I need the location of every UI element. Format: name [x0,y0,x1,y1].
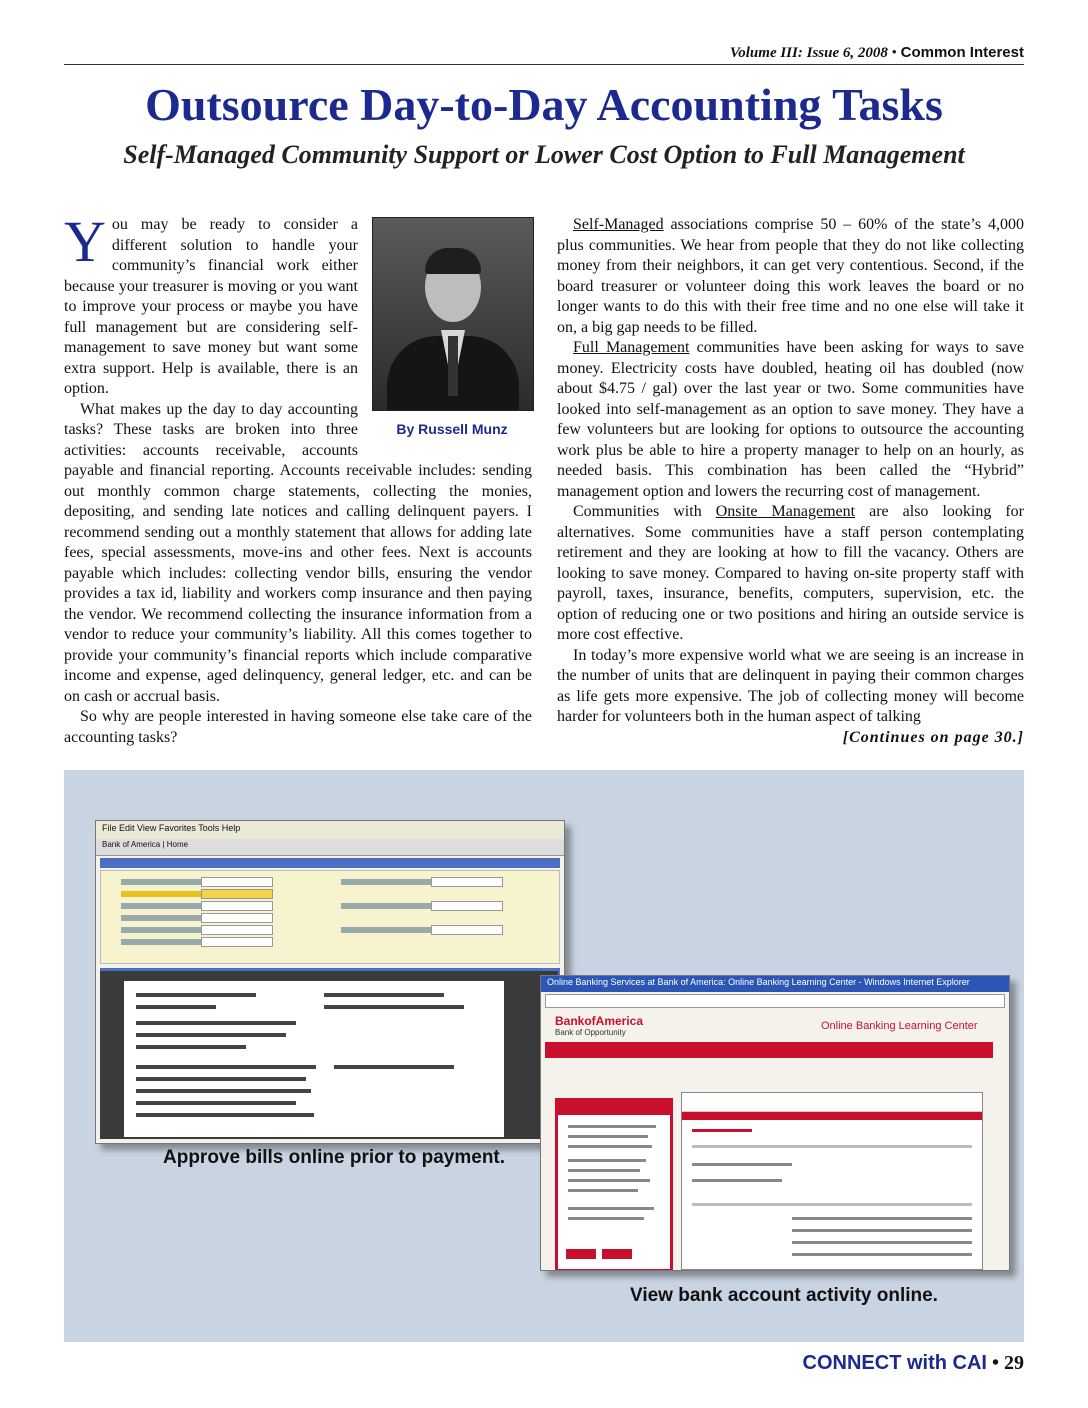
page-number: 29 [1004,1352,1024,1374]
caption-view-activity: View bank account activity online. [630,1285,938,1306]
paragraph: You may be ready to consider a different solution to handle your community’s financial work either because your treasurer is moving or you want to improve your process or maybe you have full management but are considering self-management to save money but want some extra support. Help is available, there is an option. [64,209,358,397]
column-left [64,209,532,748]
bill-approval-screenshot [95,820,565,1144]
paragraph: Communities with Onsite Management are also looking for alternatives. Some communities have a staff person contemplating retirement and they are looking at how to fill the vacancy. Others are looking to save money. Compared to having on-site property staff with payroll, taxes, insurance, benefits, computers, supervision, etc. the option of reducing one or two positions and hiring an outside service is more cost effective. [557,503,1025,643]
term-onsite-management: Onsite Management [715,503,856,520]
article-title: Outsource Day-to-Day Accounting Tasks [145,79,943,130]
window-title: Online Banking Services at Bank of America: Online Banking Learning Center - Windows Internet Explorer [541,976,1009,992]
address-bar [545,994,1005,1008]
paragraph: So why are people interested in having someone else take care of the accounting tasks? [64,708,532,746]
author-byline: By Russell Munz [396,421,508,437]
caption-approve-bills: Approve bills online prior to payment. [163,1147,506,1168]
browser-menu: File Edit View Favorites Tools Help [96,821,564,839]
header-bullet: • [891,45,897,61]
browser-tab: Bank of America | Home [96,839,564,856]
column-right [557,215,1024,748]
author-photo [372,217,534,411]
drop-cap: Y [64,209,106,274]
invoice-viewer [100,971,558,1139]
page-footer [803,1352,1024,1375]
bank-activity-screenshot [540,975,1010,1271]
term-self-managed: Self-Managed [573,216,664,233]
paragraph: What makes up the day to day accounting tasks? These tasks are broken into three activities: accounts receivable, accounts payable and financial reporting. Accounts receivable includes: sending out monthly common charge statements, collecting the monies, depositing, and sending late notices and calling delinquent payers. I recommend sending out a monthly statement that allows for adding late fees, special assessments, move-ins and other fees. Next is accounts payable which includes: collecting vendor bills, ensuring the vendor provides a tax id, liability and workers comp insurance and then paying the vendor. We recommend collecting the insurance information from a vendor to reduce your community’s liability. All this comes together to provide your community’s financial reports which include comparative income and expense, aged delinquency, general ledger, etc. and can be on cash or accrual basis. [64,400,532,705]
continues-note: [Continues on page 30.] [842,728,1024,746]
running-header [64,44,1024,65]
footer-brand: CONNECT with CAI [802,1352,987,1374]
utility-bill-image [124,981,504,1137]
term-full-management: Full Management [573,339,690,356]
paragraph: Full Management communities have been asking for ways to save money. Electricity costs have doubled, heating oil has doubled (now about $4.75 / gal) over the last year or two. Some communities have looked into self-management as an option to save money. They have a few volunteers but are looking for options to outsource the accounting work plus be able to hire a property manager to help on an hourly, as needed basis. This combination has been called the “Hybrid” management option and lowers the recurring cost of management. [557,339,1025,500]
author-photo-block [372,217,532,439]
issue-info: Volume III: Issue 6, 2008 [729,45,888,61]
learning-center-heading: Online Banking Learning Center [821,1020,978,1032]
publication-name: Common Interest [900,44,1024,61]
bank-logo: BankofAmerica Bank of Opportunity [555,1014,644,1037]
bank-nav-bar [545,1042,993,1058]
paragraph: In today’s more expensive world what we are seeing is an increase in the number of units that are delinquent in paying their common charges as life gets more expensive. The job of collecting money will become harder for volunteers both in the human aspect of talking [557,646,1024,725]
article-subtitle: Self-Managed Community Support or Lower Cost Option to Full Management [123,140,965,169]
overview-box [555,1098,673,1271]
invoice-form [100,870,560,964]
footer-bullet: • [991,1352,999,1374]
online-banking-page [681,1092,983,1270]
paragraph: Self-Managed associations comprise 50 – 60% of the state’s 4,000 plus communities. We hear from people that they do not like collecting money from their neighbors, it can get very contentious. Second, if the board treasurer or volunteer doing this work leaves the board or no longer wants to do this with their free time and no one else will take it on, a big gap needs to be filled. [557,216,1024,336]
